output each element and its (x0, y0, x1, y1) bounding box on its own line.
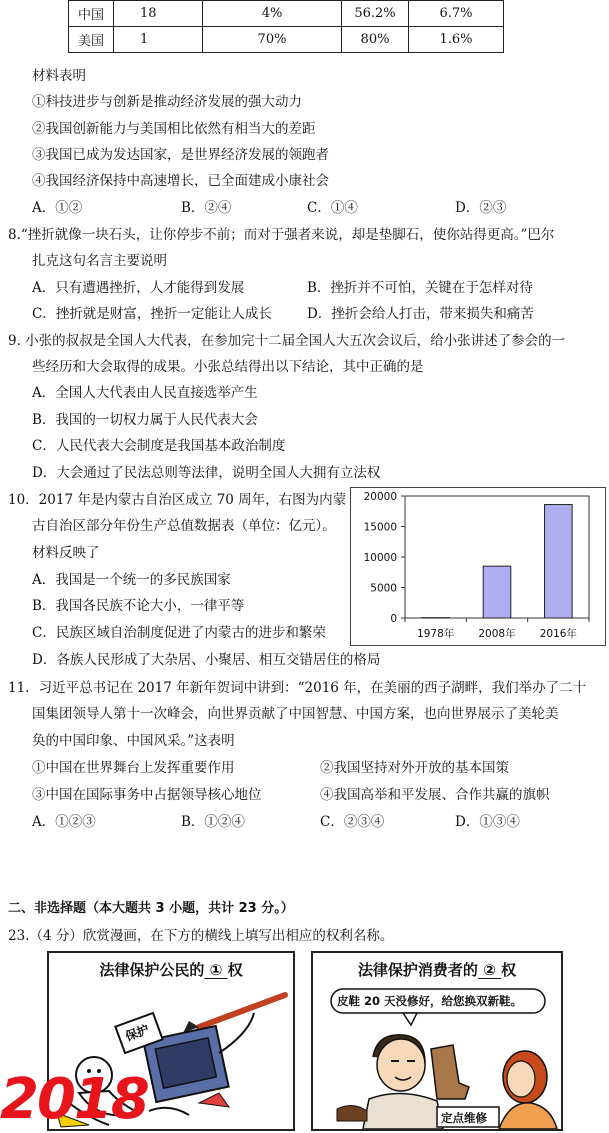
y-tick-label: 10000 (363, 552, 397, 564)
x-tick-label: 2008年 (478, 628, 516, 640)
q10-stem: 10．2017 年是内蒙古自治区成立 70 周年，右图为内蒙 (8, 492, 347, 508)
section-heading: 二、非选择题（本大题共 3 小题，共计 23 分。） (8, 901, 294, 916)
q11-stem: 11．习近平总书记在 2017 年新年贺词中讲到：“2016 年，在美丽的西子湖畔，我们举办了二十 (8, 680, 587, 696)
shield-sign-text: 保护 (123, 1022, 151, 1044)
x-tick-label: 1978年 (417, 628, 455, 640)
cartoon-title-text: 法律保护公民的 (99, 961, 205, 979)
q11-option-c: C．②③④ (320, 814, 385, 830)
q10-option-a: A．我国是一个统一的多民族国家 (32, 572, 231, 588)
table-cell: 1 (114, 27, 203, 53)
q7-item: ②我国创新能力与美国相比依然有相当大的差距 (32, 121, 316, 137)
speech-bubble-text: 皮鞋 20 天没修好，给您换双新鞋。 (337, 994, 523, 1008)
q11-item: ④我国高举和平发展、合作共赢的旗帜 (320, 787, 550, 803)
shop-sign-text: 定点维修 (441, 1111, 487, 1125)
table-cell: 美国 (69, 27, 114, 53)
cartoon-title-text: 权 (227, 961, 243, 979)
q9-option-c: C．人民代表大会制度是我国基本政治制度 (32, 438, 286, 454)
y-tick-label: 15000 (363, 521, 397, 534)
q9-stem: 些经历和大会取得的成果。小张总结得出以下结论，其中正确的是 (32, 359, 424, 375)
q10-stem: 古自治区部分年份生产总值数据表（单位：亿元）。 (32, 518, 336, 534)
table-cell: 18 (114, 1, 203, 27)
table-cell: 56.2% (342, 1, 409, 27)
q9-stem: 9. 小张的叔叔是全国人大代表，在参加完十二届全国人大五次会议后，给小张讲述了参会的一 (8, 333, 566, 349)
q11-item: ③中国在国际事务中占据领导核心地位 (32, 787, 262, 803)
table-cell: 4% (203, 1, 342, 27)
table-cell: 中国 (69, 1, 114, 27)
answer-blank-1: ① (204, 961, 228, 979)
q7-item: ③我国已成为发达国家，是世界经济发展的领跑者 (32, 147, 329, 163)
gdp-chart (350, 487, 606, 646)
bar (545, 505, 573, 618)
cartoon-title-text: 权 (501, 961, 517, 979)
q7-item: ①科技进步与创新是推动经济发展的强大动力 (32, 94, 302, 110)
y-tick-label: 20000 (363, 491, 397, 503)
q10-option-b: B．我国各民族不论大小，一律平等 (32, 598, 245, 614)
table-row (69, 27, 504, 53)
q8-option-c: C．挫折就是财富，挫折一定能让人成长 (32, 306, 272, 322)
cartoon-title-text: 法律保护消费者的 (357, 961, 478, 979)
y-tick-label: 5000 (370, 582, 397, 595)
q11-item: ②我国坚持对外开放的基本国策 (320, 760, 509, 776)
table-cell: 70% (203, 27, 342, 53)
q7-option-d: D．②③ (455, 200, 507, 216)
answer-blank-2: ② (477, 961, 502, 979)
q7-option-b: B．②④ (181, 200, 232, 216)
q11-item: ①中国在世界舞台上发挥重要作用 (32, 760, 235, 776)
table-row (69, 1, 504, 27)
y-tick-label: 0 (390, 613, 397, 625)
cartoon-illustration-2 (313, 953, 561, 1129)
bar (483, 566, 511, 618)
q7-option-c: C．①④ (307, 200, 358, 216)
q11-option-d: D．①③④ (455, 814, 520, 830)
q23-stem: 23.（4 分）欣赏漫画，在下方的横线上填写出相应的权利名称。 (8, 928, 394, 944)
q8-stem: 8.“挫折就像一块石头，让你停步不前；而对于强者来说，却是垫脚石，使你站得更高。”巴尔 (8, 227, 555, 243)
q7-item: ④我国经济保持中高速增长，已全面建成小康社会 (32, 173, 329, 189)
q7-intro: 材料表明 (32, 68, 86, 84)
q9-option-b: B．我国的一切权力属于人民代表大会 (32, 412, 258, 428)
table-cell: 80% (342, 27, 409, 53)
q11-option-a: A．①②③ (32, 814, 96, 830)
x-tick-label: 2016年 (539, 628, 577, 640)
q8-option-a: A．只有遭遇挫折，人才能得到发展 (32, 280, 245, 296)
q8-option-b: B．挫折并不可怕，关键在于怎样对待 (307, 280, 533, 296)
q10-option-c: C．民族区域自治制度促进了内蒙古的进步和繁荣 (32, 625, 326, 641)
q9-option-d: D．大会通过了民法总则等法律，说明全国人大拥有立法权 (32, 465, 381, 481)
cartoon-panel-2 (311, 951, 563, 1131)
data-table (68, 0, 504, 53)
q11-option-b: B．①②④ (181, 814, 245, 830)
table-cell: 1.6% (409, 27, 504, 53)
q9-option-a: A．全国人大代表由人民直接选举产生 (32, 385, 258, 401)
q11-stem: 奂的中国印象、中国风采。”这表明 (32, 733, 235, 749)
q8-stem: 扎克这句名言主要说明 (32, 253, 167, 269)
q11-stem: 国集团领导人第十一次峰会，向世界贡献了中国智慧、中国方案，也向世界展示了美轮美 (32, 706, 559, 722)
q10-stem: 材料反映了 (32, 545, 100, 561)
watermark-logo: 2018 (0, 1067, 148, 1132)
q7-option-a: A．①② (32, 200, 83, 216)
gdp-bar-chart (351, 488, 605, 645)
q8-option-d: D．挫折会给人打击，带来损失和痛苦 (307, 306, 534, 322)
table-cell: 6.7% (409, 1, 504, 27)
q10-option-d: D．各族人民形成了大杂居、小聚居、相互交错居住的格局 (32, 652, 381, 668)
